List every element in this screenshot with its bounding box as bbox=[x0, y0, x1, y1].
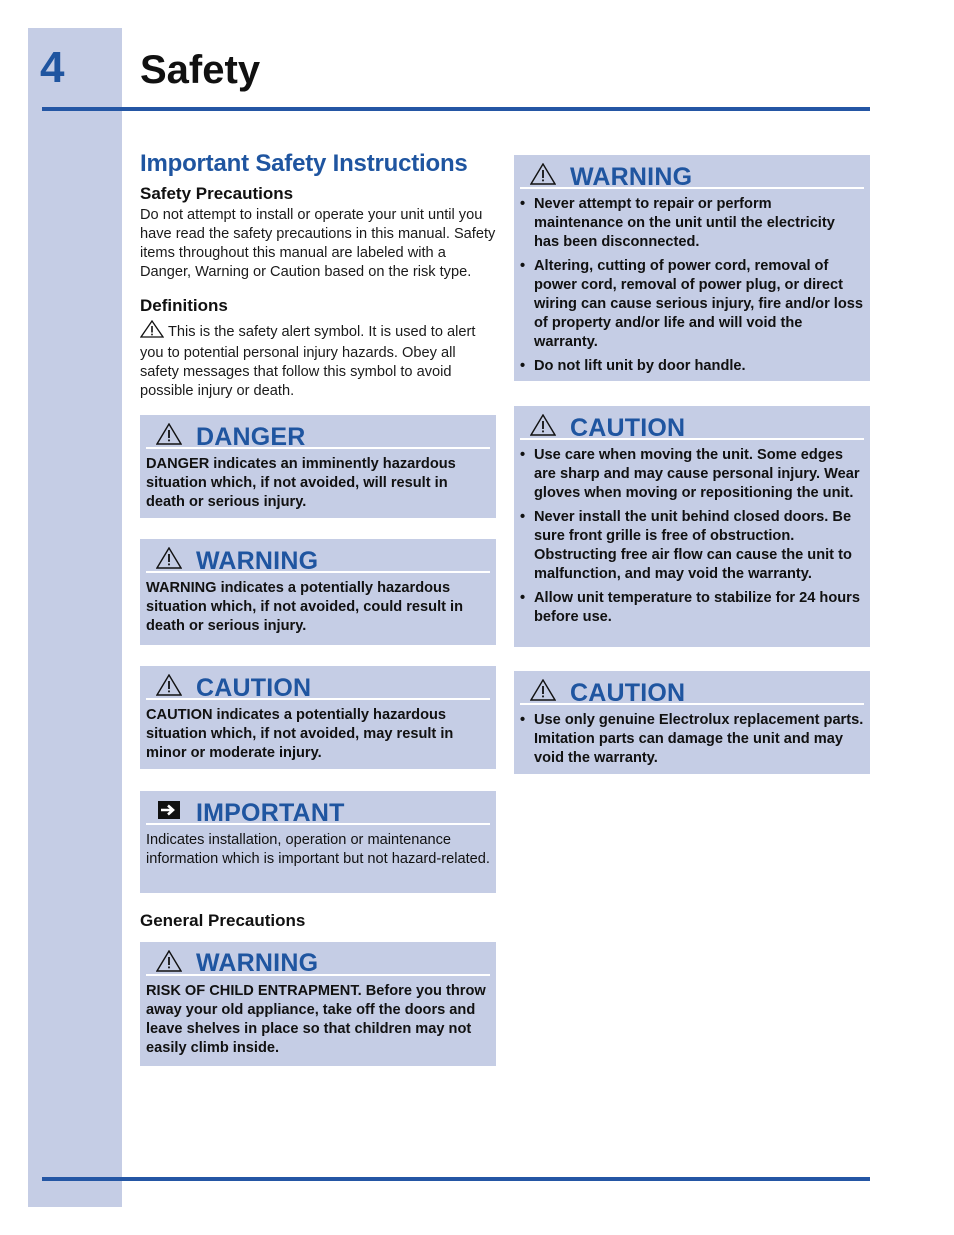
caution-text: CAUTION indicates a potentially hazardous situation which, if not avoided, may result in minor or moderate injury. bbox=[146, 707, 454, 762]
definitions-paragraph bbox=[140, 320, 496, 401]
list-item: • Never attempt to repair or perform maintenance on the unit until the electricity has been disconnected. bbox=[520, 195, 864, 252]
caution-list bbox=[520, 711, 864, 768]
definitions-heading: Definitions bbox=[140, 295, 228, 315]
caution-box-header bbox=[520, 675, 864, 705]
danger-title: DANGER bbox=[196, 422, 306, 451]
list-item: • Never install the unit behind closed doors. Be sure front grille is free of obstruction. Obstructing free air flow can cause the unit to malfunction, and may void the warranty. bbox=[520, 508, 864, 584]
general-warning-header bbox=[146, 946, 490, 976]
left-column bbox=[140, 150, 496, 1066]
important-definition-box bbox=[140, 791, 496, 893]
warning-triangle-icon bbox=[530, 677, 556, 701]
list-item: • Do not lift unit by door handle. bbox=[520, 357, 864, 376]
caution-list bbox=[520, 446, 864, 627]
arrow-right-icon bbox=[156, 797, 182, 821]
section-heading: Important Safety Instructions bbox=[140, 150, 468, 177]
warning-triangle-icon bbox=[530, 161, 556, 185]
list-item: • Altering, cutting of power cord, removal of power cord, removal of power plug, or direct wiring can cause serious injury, fire and/or loss of property and/or life and will void the warranty. bbox=[520, 257, 864, 352]
warning-list bbox=[520, 195, 864, 376]
definitions-text: This is the safety alert symbol. It is used to alert you to potential personal injury hazards. Obey all safety messages that follow this symbol to avoid possible injury or death. bbox=[140, 324, 476, 400]
page-number: 4 bbox=[40, 43, 65, 92]
important-title: IMPORTANT bbox=[196, 798, 345, 827]
caution-box-header bbox=[146, 670, 490, 700]
caution-box-moving bbox=[514, 406, 870, 647]
bottom-rule bbox=[42, 1177, 870, 1181]
caution-box-parts bbox=[514, 671, 870, 774]
warning-triangle-icon bbox=[530, 412, 556, 436]
important-box-header bbox=[146, 795, 490, 825]
top-rule bbox=[42, 107, 870, 111]
warning-box-header bbox=[146, 543, 490, 573]
general-precautions-heading: General Precautions bbox=[140, 911, 306, 931]
warning-title: WARNING bbox=[196, 546, 319, 575]
warning-text: WARNING indicates a potentially hazardous situation which, if not avoided, could result in death or serious injury. bbox=[146, 580, 464, 635]
warning-triangle-icon bbox=[156, 672, 182, 696]
caution-definition-box bbox=[140, 666, 496, 769]
warning-box-header bbox=[520, 159, 864, 189]
warning-title: WARNING bbox=[570, 162, 693, 191]
warning-definition-box bbox=[140, 539, 496, 645]
page-title: Safety bbox=[140, 48, 261, 92]
danger-box-header bbox=[146, 419, 490, 449]
list-item: • Use care when moving the unit. Some edges are sharp and may cause personal injury. Wear gloves when moving or repositioning the unit. bbox=[520, 446, 864, 503]
child-entrapment-warning-box bbox=[140, 942, 496, 1066]
safety-precautions-heading: Safety Precautions bbox=[140, 183, 294, 203]
general-warning-title: WARNING bbox=[196, 949, 319, 978]
warning-triangle-icon bbox=[156, 421, 182, 445]
danger-text: DANGER indicates an imminently hazardous situation which, if not avoided, will result in death or serious injury. bbox=[146, 456, 456, 511]
caution-title: CAUTION bbox=[570, 413, 686, 442]
general-warning-text: RISK OF CHILD ENTRAPMENT. Before you throw away your old appliance, take off the doors and leave shelves in place so that children may not easily climb inside. bbox=[146, 982, 486, 1056]
warning-triangle-icon bbox=[156, 948, 182, 972]
right-column bbox=[514, 155, 870, 774]
sidebar-band bbox=[28, 28, 122, 1207]
important-text: Indicates installation, operation or maintenance information which is important but not hazard-related. bbox=[146, 832, 490, 868]
warning-triangle-icon bbox=[156, 545, 182, 569]
caution-title: CAUTION bbox=[570, 678, 686, 707]
warning-box bbox=[514, 155, 870, 381]
caution-title: CAUTION bbox=[196, 673, 312, 702]
danger-box bbox=[140, 415, 496, 518]
list-item: • Use only genuine Electrolux replacement parts. Imitation parts can damage the unit and may void the warranty. bbox=[520, 711, 864, 768]
safety-alert-icon bbox=[140, 320, 164, 344]
safety-precautions-text: Do not attempt to install or operate your unit until you have read the safety precautions in this manual. Safety items throughout this manual are labeled with a Danger, Warning or Caution based on the risk type. bbox=[140, 206, 496, 280]
caution-box-header bbox=[520, 410, 864, 440]
list-item: • Allow unit temperature to stabilize for 24 hours before use. bbox=[520, 589, 864, 627]
